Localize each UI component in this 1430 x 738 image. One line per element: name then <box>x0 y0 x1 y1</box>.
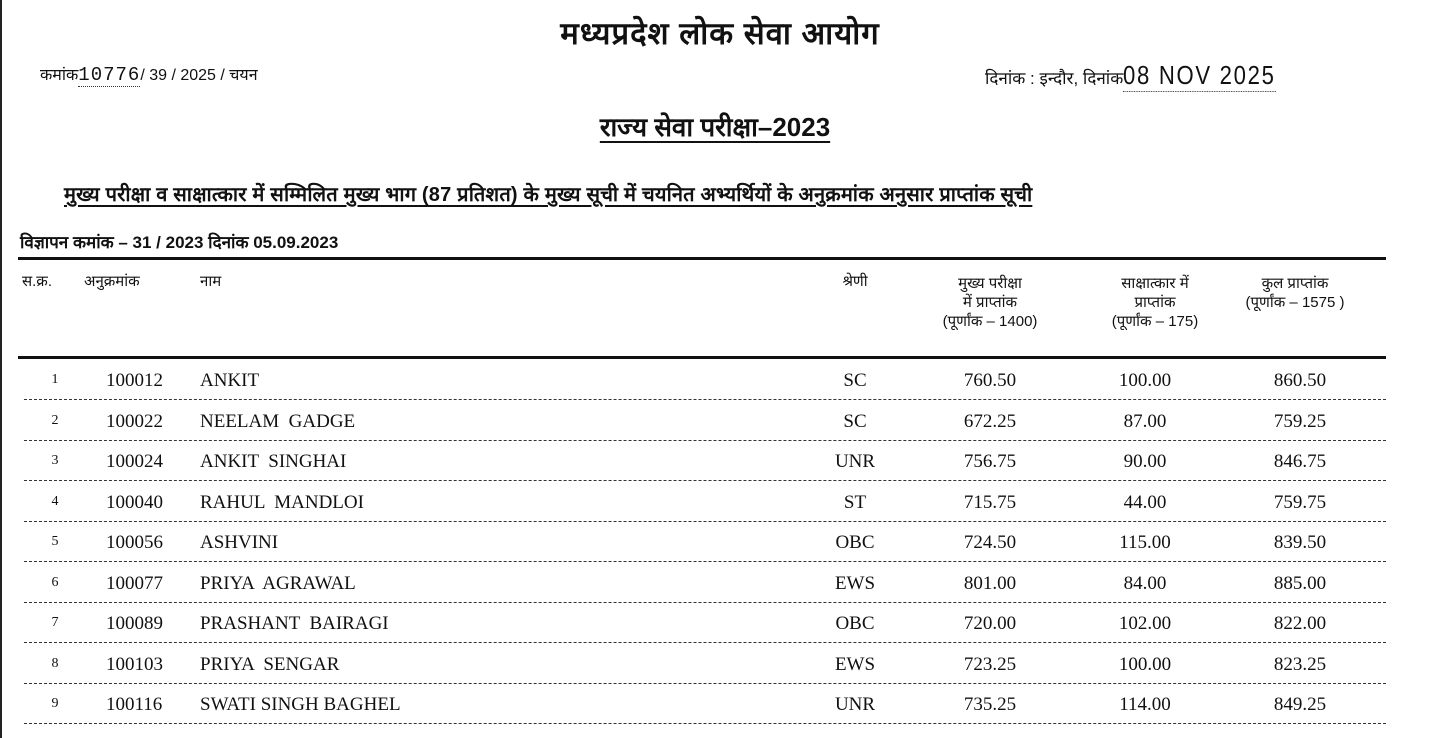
roll-number-cell: 100022 <box>106 411 163 432</box>
category-cell: OBC <box>835 532 875 553</box>
reference-number: 10776 <box>78 64 141 86</box>
date-prefix: दिनांक : इन्दौर, दिनांक <box>985 69 1124 88</box>
col-header-category: श्रेणी <box>842 273 868 290</box>
category-cell: UNR <box>834 451 876 472</box>
serial-cell: 5 <box>51 534 59 549</box>
row-separator <box>24 440 1386 441</box>
category-cell: SC <box>843 370 867 391</box>
reference-number-line <box>40 63 258 86</box>
candidate-name-cell: ANKIT <box>200 370 260 391</box>
serial-cell: 6 <box>51 575 59 590</box>
roll-number-cell: 100024 <box>106 451 163 472</box>
mains-marks-cell: 715.75 <box>963 492 1017 513</box>
organization-title: मध्यप्रदेश लोक सेवा आयोग <box>560 16 880 51</box>
serial-cell: 8 <box>51 656 59 671</box>
reference-prefix: कमांक <box>40 67 79 84</box>
serial-cell: 7 <box>51 615 59 630</box>
interview-marks-cell: 44.00 <box>1123 492 1167 513</box>
mains-marks-cell: 723.25 <box>963 654 1017 675</box>
total-marks-cell: 822.00 <box>1273 613 1327 634</box>
candidate-name-cell: NEELAM GADGE <box>200 411 356 432</box>
total-marks-cell: 849.25 <box>1273 694 1327 715</box>
category-cell: EWS <box>834 654 876 675</box>
serial-cell: 1 <box>51 372 59 387</box>
category-cell: SC <box>843 411 867 432</box>
col-header-interview: साक्षात्कार में प्राप्तांक (पूर्णांक – 175) <box>1111 275 1199 330</box>
candidate-name-cell: SWATI SINGH BAGHEL <box>200 694 401 715</box>
row-separator <box>24 521 1386 522</box>
interview-marks-cell: 102.00 <box>1118 613 1172 634</box>
row-separator <box>24 480 1386 481</box>
roll-number-cell: 100012 <box>106 370 163 391</box>
row-separator <box>24 602 1386 603</box>
mains-marks-cell: 720.00 <box>963 613 1017 634</box>
issue-date-line <box>985 60 1303 92</box>
serial-cell: 2 <box>51 413 59 428</box>
serial-cell: 4 <box>51 494 59 509</box>
interview-marks-cell: 100.00 <box>1118 654 1172 675</box>
mains-marks-cell: 801.00 <box>963 573 1017 594</box>
serial-cell: 3 <box>51 453 59 468</box>
roll-number-cell: 100089 <box>106 613 163 634</box>
col-header-mains: मुख्य परीक्षा में प्राप्तांक (पूर्णांक – 1400) <box>942 275 1038 330</box>
interview-marks-cell: 90.00 <box>1123 451 1167 472</box>
row-separator <box>24 723 1386 724</box>
candidate-name-cell: RAHUL MANDLOI <box>200 492 364 513</box>
interview-marks-cell: 87.00 <box>1123 411 1167 432</box>
advertisement-reference: विज्ञापन कमांक – 31 / 2023 दिनांक 05.09.2023 <box>20 233 339 252</box>
interview-marks-cell: 115.00 <box>1119 532 1171 553</box>
total-marks-cell: 759.75 <box>1273 492 1327 513</box>
total-marks-cell: 885.00 <box>1273 573 1327 594</box>
total-marks-cell: 839.50 <box>1273 532 1327 553</box>
roll-number-cell: 100077 <box>106 573 163 594</box>
mains-marks-cell: 735.25 <box>963 694 1017 715</box>
total-marks-cell: 860.50 <box>1273 370 1327 391</box>
category-cell: EWS <box>834 573 876 594</box>
roll-number-cell: 100103 <box>106 654 163 675</box>
col-header-total: कुल प्राप्तांक (पूर्णांक – 1575 ) <box>1245 275 1345 311</box>
mains-marks-cell: 724.50 <box>963 532 1017 553</box>
reference-suffix: / 39 / 2025 / चयन <box>140 67 258 84</box>
row-separator <box>24 642 1386 643</box>
category-cell: UNR <box>834 694 876 715</box>
list-subtitle: मुख्य परीक्षा व साक्षात्कार में सम्मिलित मुख्य भाग (87 प्रतिशत) के मुख्य सूची में चयनित अभ्यर्थियों के अनुक्रमांक अनुसार प्राप्तांक सूची <box>64 184 1033 206</box>
col-header-serial: स.क्र. <box>22 273 52 290</box>
candidate-name-cell: PRASHANT BAIRAGI <box>200 613 389 634</box>
table-header-bottom-rule <box>18 356 1386 359</box>
total-marks-cell: 759.25 <box>1273 411 1327 432</box>
candidate-name-cell: ANKIT SINGHAI <box>200 451 347 472</box>
row-separator <box>24 683 1386 684</box>
row-separator <box>24 399 1386 400</box>
total-marks-cell: 823.25 <box>1273 654 1327 675</box>
candidate-name-cell: PRIYA AGRAWAL <box>200 573 356 594</box>
candidate-name-cell: ASHVINI <box>200 532 279 553</box>
serial-cell: 9 <box>51 696 59 711</box>
total-marks-cell: 846.75 <box>1273 451 1327 472</box>
roll-number-cell: 100040 <box>106 492 163 513</box>
interview-marks-cell: 100.00 <box>1118 370 1172 391</box>
mains-marks-cell: 672.25 <box>963 411 1017 432</box>
col-header-roll: अनुक्रमांक <box>84 273 140 290</box>
exam-title: राज्य सेवा परीक्षा–2023 <box>599 112 831 142</box>
candidate-name-cell: PRIYA SENGAR <box>200 654 340 675</box>
row-separator <box>24 561 1386 562</box>
roll-number-cell: 100056 <box>106 532 163 553</box>
mains-marks-cell: 756.75 <box>963 451 1017 472</box>
category-cell: OBC <box>835 613 875 634</box>
col-header-name: नाम <box>200 273 222 290</box>
roll-number-cell: 100116 <box>106 694 163 715</box>
interview-marks-cell: 114.00 <box>1119 694 1171 715</box>
category-cell: ST <box>843 492 867 513</box>
mains-marks-cell: 760.50 <box>963 370 1017 391</box>
date-stamp: 08 NOV 2025 <box>1123 60 1276 90</box>
interview-marks-cell: 84.00 <box>1123 573 1167 594</box>
table-top-rule <box>18 257 1386 260</box>
